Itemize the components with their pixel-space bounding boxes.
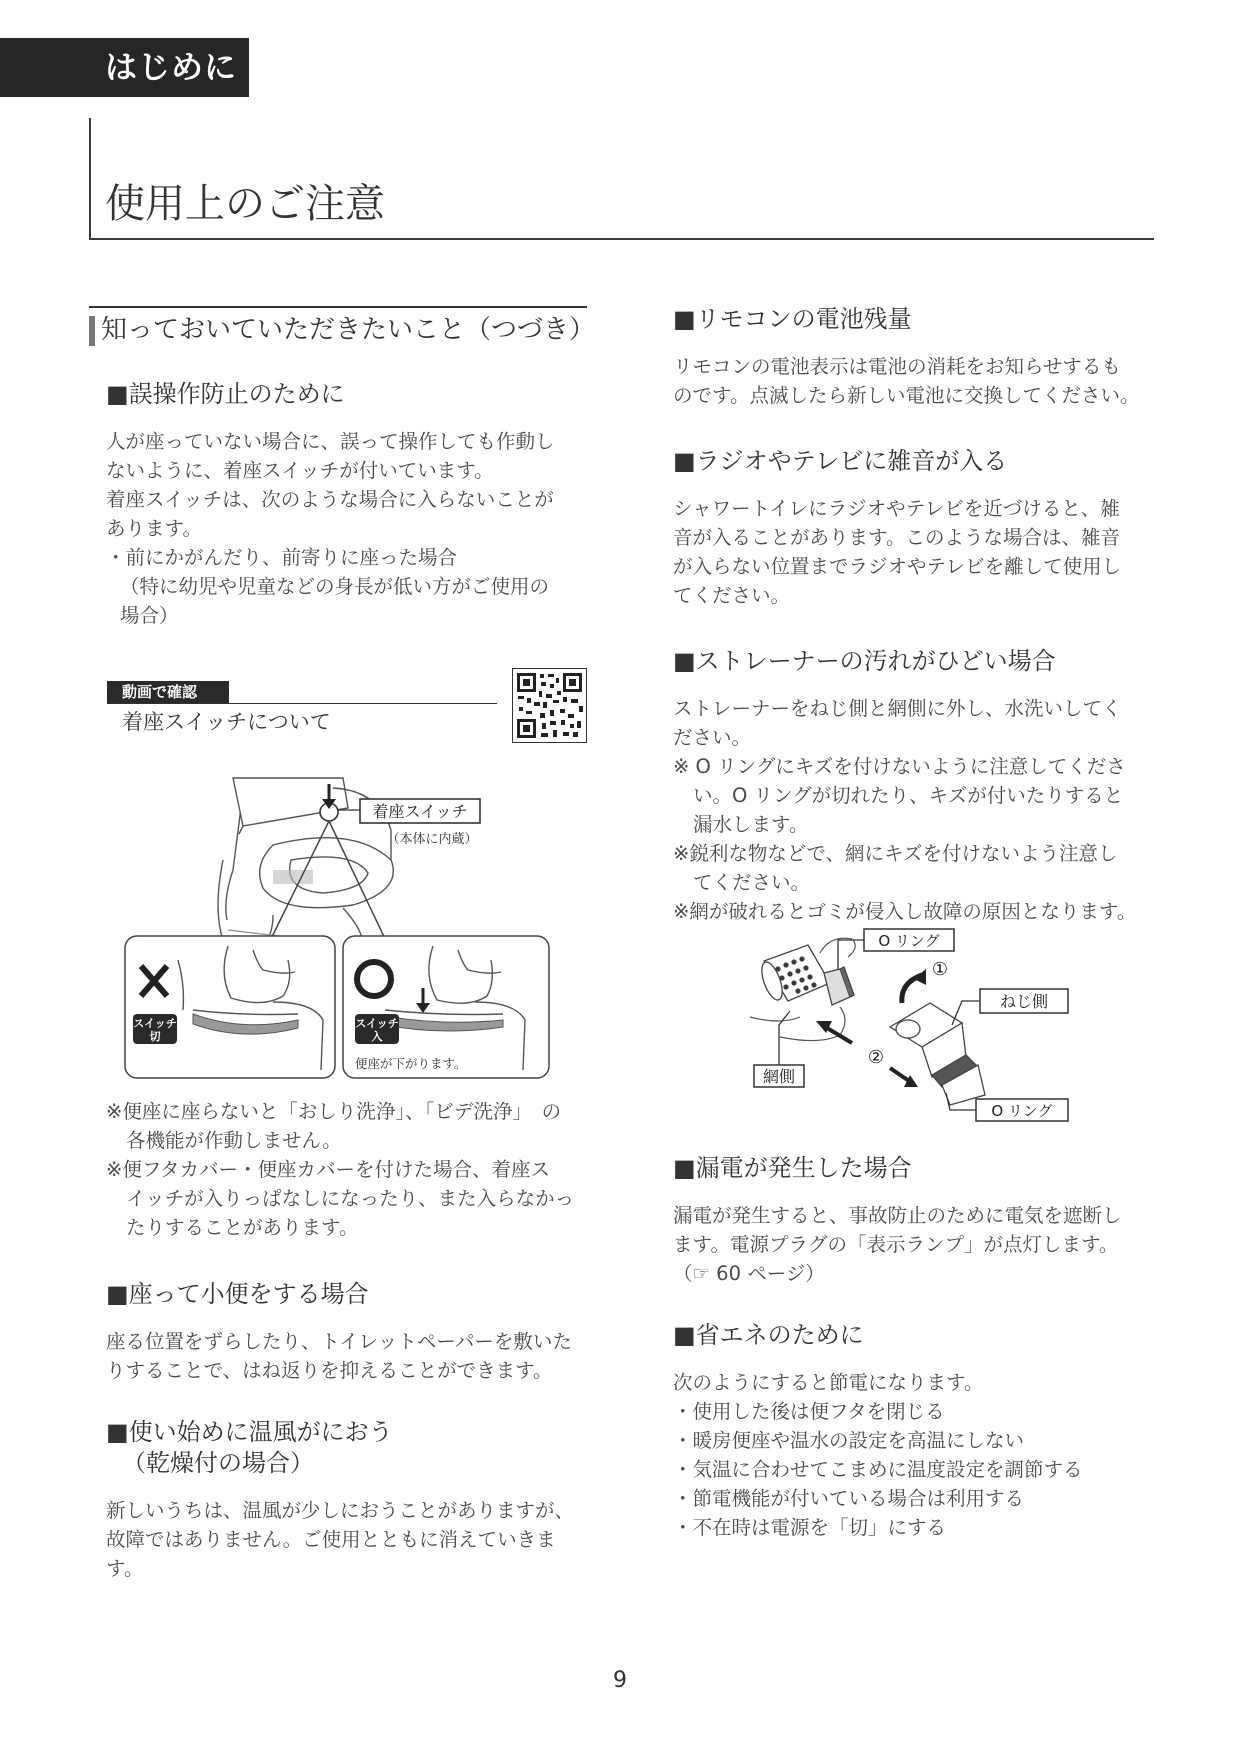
page-number: 9 — [613, 1668, 627, 1693]
text-line: ストレーナーをねじ側と網側に外し、水洗いしてく — [673, 697, 1122, 720]
text-line: が入らない位置までラジオやテレビを離して使用し — [673, 555, 1122, 578]
label-o-ring-bottom: O リング — [991, 1102, 1053, 1120]
text-line: （特に幼児や児童などの身長が低い方がご使用の — [120, 575, 550, 598]
text-line: のです。点滅したら新しい電池に交換してください。 — [673, 384, 1140, 407]
callout-subtext: （本体に内蔵） — [386, 832, 478, 847]
chapter-tab: はじめに — [0, 38, 249, 97]
title-vertical-rule — [89, 118, 91, 239]
left-notes — [106, 1097, 588, 1242]
subheading: 知っておいていただきたいこと（つづき） — [101, 315, 596, 345]
note-line: イッチが入りっぱなしになったり、また入らなかっ — [126, 1187, 575, 1210]
label-o-ring-top: O リング — [878, 932, 940, 950]
note-line: ※便フタカバー・便座カバーを付けた場合、着座ス — [106, 1158, 550, 1181]
video-tag: 動画で確認 — [107, 681, 229, 703]
section-body-leakage — [673, 1201, 1165, 1288]
page-reference[interactable]: （☞ 60 ページ） — [673, 1262, 825, 1285]
text-line: 次のようにすると節電になります。 — [673, 1371, 984, 1394]
text-line: 故障ではありません。ご使用とともに消えていきま — [106, 1528, 556, 1551]
badge-off-line2: 切 — [149, 1030, 161, 1043]
section-body-energy — [673, 1368, 1165, 1542]
note-line: ※ O リングにキズを付けないように注意してくださ — [673, 755, 1126, 778]
figure-caption: 便座が下がります。 — [355, 1056, 467, 1071]
seat-switch-illustration — [123, 770, 563, 1090]
section-heading-misoperation: ■誤操作防止のために — [106, 380, 345, 408]
section-body-noise — [673, 494, 1165, 610]
text-line: 新しいうちは、温風が少しにおうことがありますが、 — [106, 1499, 575, 1522]
bullet-line: ・使用した後は便フタを閉じる — [673, 1400, 945, 1423]
bullet-line: ・前にかがんだり、前寄りに座った場合 — [106, 546, 458, 569]
text-line: 漏電が発生すると、事故防止のために電気を遮断し — [673, 1204, 1122, 1227]
note-line: 漏水します。 — [693, 813, 809, 836]
section-heading-urinate: ■座って小便をする場合 — [106, 1280, 369, 1308]
text-line: 座る位置をずらしたり、トイレットペーパーを敷いた — [106, 1330, 572, 1353]
step-2-label: ② — [867, 1047, 885, 1068]
callout-seat-switch: 着座スイッチ — [372, 802, 468, 821]
section-heading-warm-air-sub: （乾燥付の場合） — [122, 1449, 314, 1477]
note-line: たりすることがあります。 — [126, 1216, 359, 1239]
strainer-illustration — [740, 925, 1080, 1125]
section-heading-energy: ■省エネのために — [673, 1321, 864, 1349]
page-title: 使用上のご注意 — [105, 181, 385, 227]
section-heading-leakage: ■漏電が発生した場合 — [673, 1154, 912, 1182]
text-line: ないように、着座スイッチが付いています。 — [106, 459, 494, 482]
text-line: リモコンの電池表示は電池の消耗をお知らせするも — [673, 355, 1121, 378]
bullet-line: ・不在時は電源を「切」にする — [673, 1516, 947, 1539]
section-heading-noise: ■ラジオやテレビに雑音が入る — [673, 447, 1008, 475]
qr-code[interactable] — [512, 668, 587, 743]
title-underline — [89, 238, 1154, 240]
section-body-urinate — [106, 1327, 588, 1385]
note-line: ※便座に座らないと「おしり洗浄」、「ビデ洗浄」 の — [106, 1100, 562, 1123]
video-title: 着座スイッチについて — [122, 710, 331, 734]
badge-off-line1: スイッチ — [133, 1017, 177, 1030]
section-heading-battery: ■リモコンの電池残量 — [673, 305, 912, 333]
section-body-warm-air — [106, 1496, 588, 1583]
bullet-line: ・気温に合わせてこまめに温度設定を調節する — [673, 1458, 1083, 1481]
text-line: ださい。 — [673, 726, 752, 749]
subheading-marker — [89, 316, 95, 346]
label-mesh-side: 網側 — [762, 1067, 796, 1086]
text-line: ます。電源プラグの「表示ランプ」が点灯します。 — [673, 1233, 1119, 1256]
bullet-line: ・節電機能が付いている場合は利用する — [673, 1487, 1025, 1510]
bullet-line: ・暖房便座や温水の設定を高温にしない — [673, 1429, 1025, 1452]
text-line: す。 — [106, 1557, 144, 1580]
text-line: てください。 — [673, 584, 791, 607]
text-line: 着座スイッチは、次のような場合に入らないことが — [106, 488, 554, 511]
text-line: りすることで、はね返りを抑えることができます。 — [106, 1359, 553, 1382]
note-line: 各機能が作動しません。 — [126, 1129, 342, 1152]
note-line: い。O リングが切れたり、キズが付いたりすると — [693, 784, 1124, 807]
badge-on-line2: 入 — [371, 1030, 383, 1043]
note-line: ※網が破れるとゴミが侵入し故障の原因となります。 — [673, 900, 1137, 923]
text-line: シャワートイレにラジオやテレビを近づけると、雑 — [673, 497, 1120, 520]
step-1-label: ① — [931, 959, 949, 980]
section-heading-strainer: ■ストレーナーの汚れがひどい場合 — [673, 647, 1056, 675]
text-line: あります。 — [106, 517, 202, 540]
video-rule — [107, 703, 497, 704]
note-line: ※鋭利な物などで、網にキズを付けないよう注意し — [673, 842, 1118, 865]
label-screw-side: ねじ側 — [999, 992, 1049, 1011]
section-body-battery — [673, 352, 1165, 410]
section-body-strainer — [673, 694, 1165, 926]
panel-incorrect — [125, 936, 335, 1078]
section-body-misoperation — [106, 427, 588, 630]
section-heading-warm-air: ■使い始めに温風がにおう — [106, 1418, 393, 1446]
note-line: てください。 — [693, 871, 811, 894]
text-line: 場合） — [120, 604, 179, 627]
text-line: 人が座っていない場合に、誤って操作しても作動し — [106, 430, 555, 453]
badge-on-line1: スイッチ — [355, 1017, 399, 1030]
text-line: 音が入ることがあります。このような場合は、雑音 — [673, 526, 1120, 549]
